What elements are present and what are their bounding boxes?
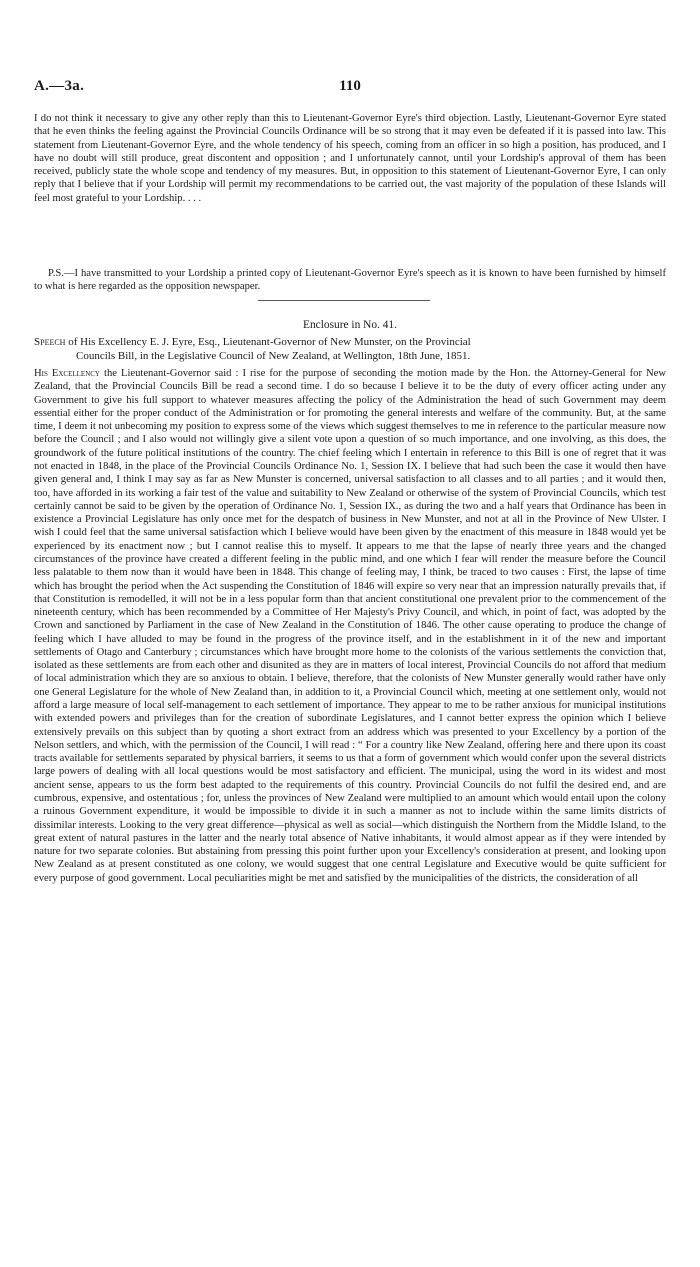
page-header: [34, 78, 666, 100]
document-reference: A.—3a.: [34, 78, 85, 94]
section-divider: [258, 300, 430, 301]
page-number: 110: [339, 78, 361, 94]
letter-paragraph-text: I do not think it necessary to give any other reply than this to Lieutenant-Governor Eyre's third objection. Lastly, Lieutenant-Governor Eyre stated that he even thinks the feeling against the Provincial Councils Ordinance will be so strong that it may even be defeated if it is passed into law. This statement from Lieutenant-Governor Eyre, and the whole tendency of his speech, coming from an officer in so high a position, has produced, and I have no doubt will still produce, great discontent and opposition ; and I unfortunately cannot, until your Lordship's approval of them has been received, publicly state the whole scope and tendency of my measures. But, in opposition to this statement of Lieutenant-Governor Eyre, I can only reply that I believe that if your Lordship will permit my recommendations to be carried out, the vast majority of the population of these Islands will feel most grateful to your Lordship. . . .: [34, 113, 666, 204]
enclosure-title: Enclosure in No. 41.: [303, 319, 397, 331]
speech-heading-smallcaps: Speech: [34, 336, 66, 348]
speech-body: [34, 367, 666, 885]
speech-heading-line-2: Councils Bill, in the Legislative Council of New Zealand, at Wellington, 18th June, 1851.: [76, 349, 471, 362]
speech-heading: [34, 336, 666, 363]
speech-opening-smallcaps: His Excellency: [34, 368, 100, 379]
letter-closing-paragraph: [34, 112, 666, 205]
letter-postscript: [34, 267, 666, 294]
speech-heading-line-1-rest: of His Excellency E. J. Eyre, Esq., Lieutenant-Governor of New Munster, on the Provincial: [65, 336, 471, 348]
speech-text: the Lieutenant-Governor said : I rise for the purpose of seconding the motion made by the Hon. the Attorney-General for New Zealand, that the Provincial Councils Bill be read a second time. I do so because I believe it to be the duty of every officer acting under any Government to give his full support to whatever measures affecting the policy of the Administration the head of such Government may deem essential either for the proper conduct of the Administration or for promoting the general interests and welfare of the community. But, at the same time, I deem it not unbecoming my position to express some of the views which suggest themselves to me in reference to the particular measure now before the Council ; and I also would not willingly give a silent vote upon a question of so much importance, and one involving, as this does, the groundwork of the future political institutions of the country. The chief feeling which I entertain in reference to this Bill is one of regret that it was not enacted in 1848, in the place of the Provincial Councils Ordinance No. 1, Session IX. I believe that had such been the case it would then have given general and, I think I may say as far as New Munster is concerned, universal satisfaction to all classes and to all parties ; and it would then, too, have afforded in its working a fair test of the value and suitability to New Zealand or otherwise of the system of Provincial Councils, which test certainly cannot be said to be given by the operation of Ordinance No. 1, Session IX., as during the two and a half years that Ordinance has been in existence a Provincial Legislature has only once met for the despatch of business in New Munster, and not at all in the Province of New Ulster. I wish I could feel that the same universal satisfaction which I believe would have been given by the enactment of this measure in 1848 would yet be experienced by its enactment now ; but I cannot realise this to myself. It appears to me that the lapse of nearly three years and the changed circumstances of the province have created a different feeling in the public mind, and one which I fear will render the measure before the Council less palatable to them now than it would have been in 1848. This change of feeling may, I think, be traced to two causes : First, the lapse of time which has brought the period when the Act suspending the Constitution of 1846 will expire so very near that an impression naturally prevails that, if that Constitution is remodelled, it will not be in a less popular form than that ancient constitutional one prevalent prior to the commencement of the nineteenth century, which has been recommended by a Committee of Her Majesty's Privy Council, and which, in point of fact, was adopted by the Crown and sanctioned by Parliament in the case of New Zealand in the Constitution of 1846. The other cause operating to produce the change of feeling which I have alluded to may be found in the progress of the province itself, and in the establishment in it of the new and important settlements of Otago and Canterbury ; circumstances which have brought more home to the colonists of the various settlements the conviction that, isolated as these settlements are from each other and disunited as they are in matters of local interest, Provincial Councils do not afford that medium of local administration which they are so anxious to obtain. I believe, therefore, that the colonists of New Munster generally would rather have only one General Legislature for the whole of New Zealand than, in addition to it, a Provincial Council which, meeting at one settlement only, would not afford a large measure of local self-management to each settlement of importance. They appear to me to be rather anxious for municipal institutions with extended powers and privileges than for the creation of subordinate Legislatures, and I cannot better express the opinion which I believe extensively prevails on this subject than by quoting a short extract from an address which was presented to your Excellency by a portion of the Nelson settlers, and which, with the permission of the Council, I will read : “ For a country like New Zealand, offering here and there upon its coast tracts available for settlements separated by physical barriers, it seems to us that a form of government which would confer upon the several districts large powers of dealing with all local questions would be most satisfactory and efficient. The municipal, using the word in its widest and most ancient sense, appears to us the form best adapted to the requirements of this country. Provincial Councils do not fulfil the desired end, and are cumbrous, expensive, and ostentatious ; for, unless the provinces of New Zealand were multiplied to an amount which would entail upon the colony a ruinous Government expenditure, it would be impossible to divide it in such a manner as not to include within the same limits districts of dissimilar interests. Looking to the very great difference—physical as well as social—which distinguish the Northern from the Middle Island, to the great extent of natural pastures in the latter and the nearly total absence of Native inhabitants, it would almost appear as if they were intended by nature for two separate colonies. But abstaining from pressing this point further upon your Excellency's consideration at present, and looking upon New Zealand as at present constituted as one colony, we would suggest that one central Legislature and Executive would be quite sufficient for every purpose of good government. Local peculiarities might be met and satisfied by the municipalities of the districts, the consideration of all: [34, 368, 666, 884]
postscript-text: P.S.—I have transmitted to your Lordship a printed copy of Lieutenant-Governor Eyre's speech as it is known to have been furnished by himself to what is here regarded as the opposition newspaper.: [34, 268, 666, 293]
speech-heading-line-1: [34, 336, 666, 350]
speech-paragraph: [34, 367, 666, 885]
